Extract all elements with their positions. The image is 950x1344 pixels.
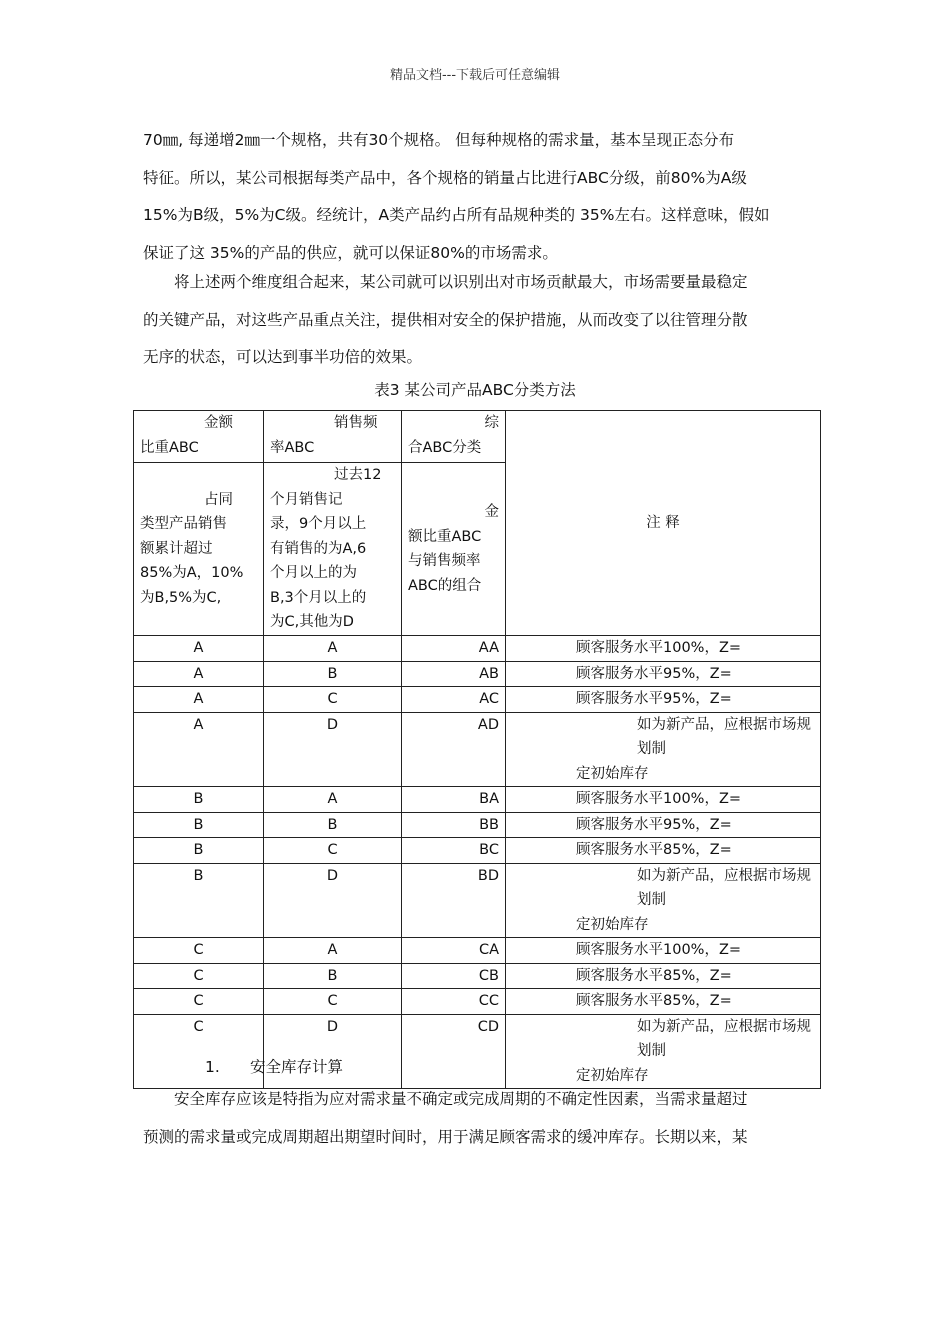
- cell-frequency-class: C: [264, 687, 402, 713]
- table-row: [134, 636, 821, 662]
- paragraph-line: 无序的状态，可以达到事半功倍的效果。: [143, 348, 423, 366]
- cell-note: [506, 787, 821, 813]
- note-line: 顾客服务水平100%，Z=: [576, 791, 742, 807]
- paragraph-line: 安全库存应该是特指为应对需求量不确定或完成周期的不确定性因素，当需求量超过: [174, 1090, 748, 1108]
- table-row: [134, 1014, 821, 1089]
- paragraph-3: [143, 1081, 808, 1156]
- header-cell-combined: 综 合ABC分类: [402, 411, 506, 463]
- note-line: 顾客服务水平100%，Z=: [576, 942, 742, 958]
- cell-frequency-class: B: [264, 963, 402, 989]
- cell-combined-class: CD: [402, 1014, 506, 1089]
- cell-amount-class: B: [134, 838, 264, 864]
- cell-amount-class: A: [134, 687, 264, 713]
- cell-note: [506, 687, 821, 713]
- cell-note: [506, 963, 821, 989]
- header-cell-notes: 注 释: [506, 411, 821, 636]
- paragraph-line: 的关键产品，对这些产品重点关注，提供相对安全的保护措施，从而改变了以往管理分散: [143, 310, 748, 329]
- note-line: 定初始库存: [576, 916, 649, 933]
- cell-frequency-class: D: [264, 1014, 402, 1089]
- cell-note: [506, 938, 821, 964]
- note-line: 顾客服务水平85%，Z=: [576, 993, 732, 1009]
- note-line: 如为新产品，应根据市场规划制: [637, 716, 811, 757]
- cell-combined-class: AD: [402, 712, 506, 787]
- cell-amount-class: C: [134, 963, 264, 989]
- cell-combined-class: CC: [402, 989, 506, 1015]
- cell-note: [506, 838, 821, 864]
- cell-frequency-class: A: [264, 636, 402, 662]
- cell-note: [506, 812, 821, 838]
- cell-amount-class: B: [134, 812, 264, 838]
- paragraph-1: [143, 122, 808, 272]
- header-cell-amount: 金额 比重ABC: [134, 411, 264, 463]
- table-row: [134, 838, 821, 864]
- cell-amount-class: B: [134, 787, 264, 813]
- cell-frequency-class: C: [264, 838, 402, 864]
- cell-frequency-class: A: [264, 787, 402, 813]
- cell-amount-class: C: [134, 1014, 264, 1089]
- cell-combined-class: AC: [402, 687, 506, 713]
- note-line: 顾客服务水平100%，Z=: [576, 640, 742, 656]
- cell-frequency-class: A: [264, 938, 402, 964]
- note-line: 如为新产品，应根据市场规划制: [637, 867, 811, 908]
- cell-frequency-class: B: [264, 812, 402, 838]
- paragraph-line: 保证了这 35%的产品的供应，就可以保证80%的市场需求。: [143, 243, 558, 262]
- note-line: 顾客服务水平85%，Z=: [576, 967, 732, 984]
- cell-note: [506, 661, 821, 687]
- cell-combined-class: BA: [402, 787, 506, 813]
- cell-note: [506, 712, 821, 787]
- note-line: 定初始库存: [576, 1067, 649, 1084]
- cell-note: [506, 863, 821, 938]
- note-line: 定初始库存: [576, 765, 649, 782]
- page-header: 精品文档---下载后可任意编辑: [389, 68, 561, 83]
- table-caption: 表3 某公司产品ABC分类方法: [374, 381, 576, 399]
- table-row: [134, 787, 821, 813]
- table-header-row: [134, 411, 821, 463]
- section-title: 安全库存计算: [249, 1058, 343, 1076]
- cell-frequency-class: D: [264, 712, 402, 787]
- note-line: 如为新产品，应根据市场规划制: [637, 1018, 811, 1059]
- cell-amount-class: B: [134, 863, 264, 938]
- cell-note: [506, 636, 821, 662]
- paragraph-line: 预测的需求量或完成周期超出期望时间时，用于满足顾客需求的缓冲库存。长期以来，某: [143, 1127, 748, 1146]
- table-row: [134, 863, 821, 938]
- paragraph-line: 70㎜, 每递增2㎜一个规格，共有30个规格。 但每种规格的需求量，基本呈现正态分布: [143, 131, 735, 149]
- description-combined: 金 额比重ABC 与销售频率 ABC的组合: [402, 463, 506, 636]
- cell-amount-class: C: [134, 989, 264, 1015]
- cell-combined-class: CB: [402, 963, 506, 989]
- table-row: [134, 963, 821, 989]
- table-row: [134, 661, 821, 687]
- table-row: [134, 812, 821, 838]
- paragraph-line: 15%为B级，5%为C级。经统计，A类产品约占所有品规种类的 35%左右。这样意味，假如: [143, 206, 770, 224]
- cell-combined-class: AB: [402, 661, 506, 687]
- table-row: [134, 712, 821, 787]
- cell-frequency-class: D: [264, 863, 402, 938]
- cell-combined-class: BB: [402, 812, 506, 838]
- cell-combined-class: BD: [402, 863, 506, 938]
- cell-amount-class: C: [134, 938, 264, 964]
- table-row: [134, 989, 821, 1015]
- cell-combined-class: BC: [402, 838, 506, 864]
- header-cell-frequency: 销售频 率ABC: [264, 411, 402, 463]
- cell-frequency-class: C: [264, 989, 402, 1015]
- note-line: 顾客服务水平95%，Z=: [576, 691, 732, 707]
- paragraph-line: 特征。所以，某公司根据每类产品中，各个规格的销量占比进行ABC分级，前80%为A级: [143, 168, 747, 187]
- cell-frequency-class: B: [264, 661, 402, 687]
- table-row: [134, 687, 821, 713]
- note-line: 顾客服务水平85%，Z=: [576, 842, 732, 858]
- paragraph-line: 将上述两个维度组合起来，某公司就可以识别出对市场贡献最大，市场需要量最稳定: [174, 273, 748, 291]
- abc-classification-table: [133, 410, 821, 1089]
- note-line: 顾客服务水平95%，Z=: [576, 665, 732, 682]
- note-line: 顾客服务水平95%，Z=: [576, 816, 732, 833]
- section-number: 1.: [205, 1058, 220, 1076]
- cell-amount-class: A: [134, 661, 264, 687]
- cell-amount-class: A: [134, 636, 264, 662]
- cell-note: [506, 989, 821, 1015]
- cell-note: [506, 1014, 821, 1089]
- cell-combined-class: CA: [402, 938, 506, 964]
- table-row: [134, 938, 821, 964]
- paragraph-2: [143, 264, 808, 377]
- section-heading: [205, 1055, 343, 1077]
- description-amount: 占同 类型产品销售 额累计超过 85%为A，10% 为B,5%为C,: [134, 463, 264, 636]
- cell-amount-class: A: [134, 712, 264, 787]
- description-frequency: 过去12 个月销售记 录，9个月以上 有销售的为A,6 个月以上的为 B,3个月以上的 为C,其他为D: [264, 463, 402, 636]
- cell-combined-class: AA: [402, 636, 506, 662]
